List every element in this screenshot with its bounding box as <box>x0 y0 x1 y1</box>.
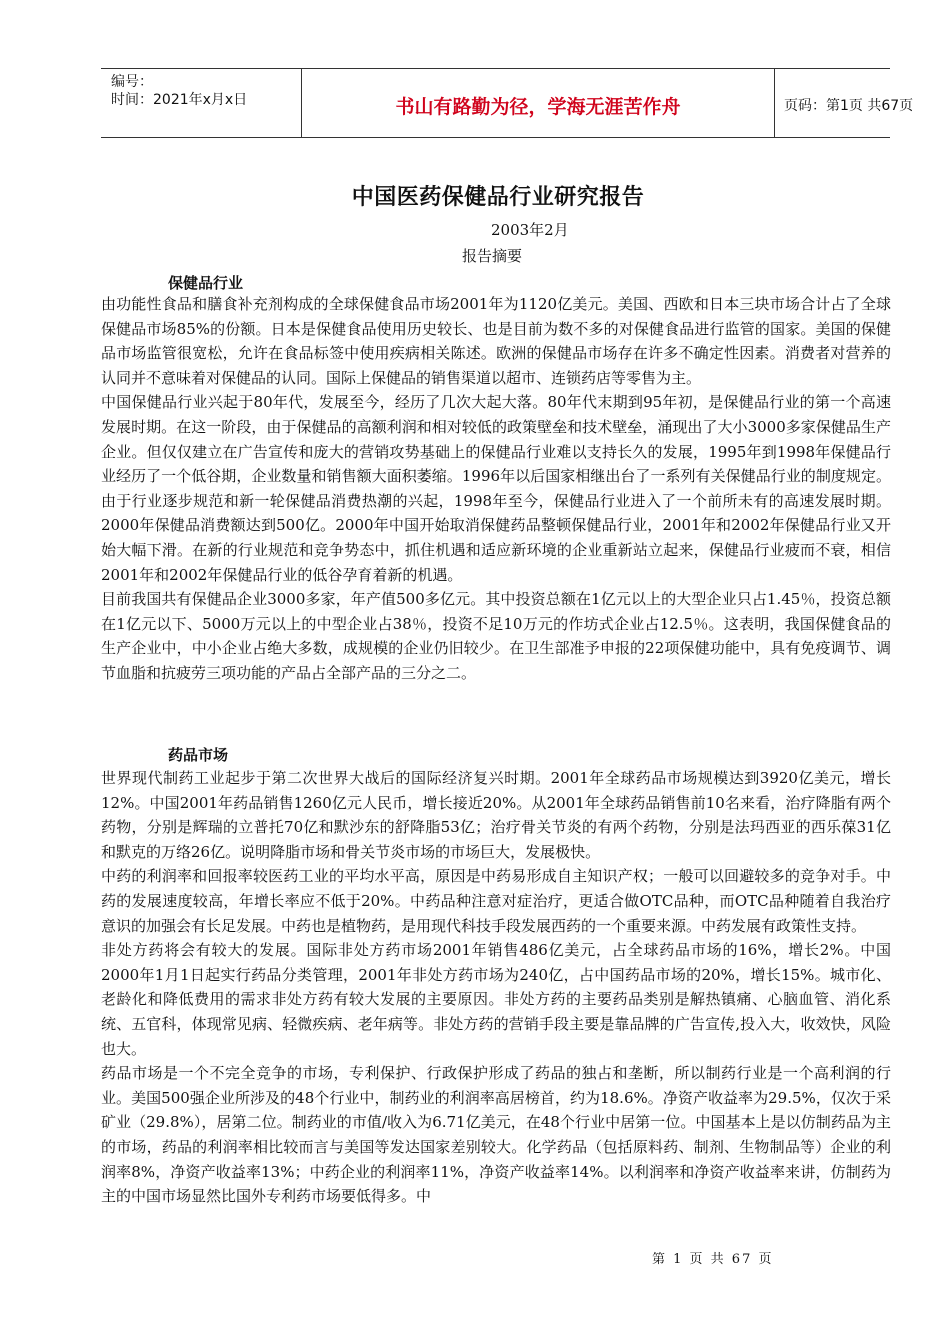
paragraph: 中国保健品行业兴起于80年代，发展至今，经历了几次大起大落。80年代末期到95年初，是保健品行业的第一个高速发展时期。在这一阶段，由于保健品的高额利润和相对较低的政策壁垒和技术壁垒，涌现出了大小3000多家保健品生产企业。但仅仅建立在广告宣传和庞大的营销攻势基础上的保健品行业难以支持长久的发展，1995年到1998年保健品行业经历了一个低谷期，企业数量和销售额大面积萎缩。1996年以后国家相继出台了一系列有关保健品行业的制度规定。由于行业逐步规范和新一轮保健品消费热潮的兴起，1998年至今，保健品行业进入了一个前所未有的高速发展时期。2000年保健品消费额达到500亿。2000年中国开始取消保健药品整顿保健品行业，2001年和2002年保健品行业又开始大幅下滑。在新的行业规范和竞争势态中，抓住机遇和适应新环境的企业重新站立起来，保健品行业疲而不衰，相信2001年和2002年保健品行业的低谷孕育着新的机遇。 <box>101 393 891 584</box>
section-heading-health-products: 保健品行业 <box>168 274 244 292</box>
document-title: 中国医药保健品行业研究报告 <box>351 185 645 210</box>
paragraph: 世界现代制药工业起步于第二次世界大战后的国际经济复兴时期。2001年全球药品市场规模达到3920亿美元，增长12%。中国2001年药品销售1260亿元人民币，增长接近20%。从2001年全球药品销售前10名来看，治疗降脂有两个药物，分别是辉瑞的立普托70亿和默沙东的舒降脂53亿；治疗骨关节炎的有两个药物，分别是法玛西亚的西乐葆31亿和默克的万络26亿。说明降脂市场和骨关节炎市场的市场巨大，发展极快。 <box>101 769 891 861</box>
paragraph: 药品市场是一个不完全竞争的市场，专利保护、行政保护形成了药品的独占和垄断，所以制药行业是一个高利润的行业。美国500强企业所涉及的48个行业中，制药业的利润率高居榜首，约为18.6%。净资产收益率为29.5%，仅次于采矿业（29.8%），居第二位。制药业的市值/收入为6.71亿美元，在48个行业中居第一位。中国基本上是以仿制药品为主的市场，药品的利润率相比较而言与美国等发达国家差别较大。化学药品（包括原料药、制剂、生物制品等）企业的利润率8%，净资产收益率13%；中药企业的利润率11%，净资产收益率14%。以利润率和净资产收益率来讲，仿制药为主的中国市场显然比国外专利药市场要低得多。中 <box>101 1064 891 1206</box>
number-label: 编号： <box>111 74 153 90</box>
motto-text: 书山有路勤为径，学海无涯苦作舟 <box>395 96 681 118</box>
page-info: 页码：第1页 共67页 <box>784 98 914 114</box>
section-body-health-products <box>101 292 891 686</box>
section-heading-drug-market: 药品市场 <box>168 746 229 764</box>
paragraph: 由功能性食品和膳食补充剂构成的全球保健食品市场2001年为1120亿美元。美国、西欧和日本三块市场合计占了全球保健品市场85%的份额。日本是保健食品使用历史较长、也是目前为数不多的对保健食品进行监管的国家。美国的保健品市场监管很宽松，允许在食品标签中使用疾病相关陈述。欧洲的保健品市场存在许多不确定性因素。消费者对营养的认同并不意味着对保健品的认同。国际上保健品的销售渠道以超市、连锁药店等零售为主。 <box>101 295 891 387</box>
abstract-label: 报告摘要 <box>462 247 523 265</box>
time-label: 时间：2021年x月x日 <box>111 92 248 108</box>
paragraph: 中药的利润率和回报率较医药工业的平均水平高，原因是中药易形成自主知识产权；一般可以回避较多的竞争对手。中药的发展速度较高，年增长率应不低于20%。中药品种注意对症治疗，更适合做OTC品种，而OTC品种随着自我治疗意识的加强会有长足发展。中药也是植物药，是用现代科技手段发展西药的一个重要来源。中药发展有政策性支持。 <box>101 867 891 935</box>
page-footer: 第 1 页 共 67 页 <box>652 1252 774 1267</box>
document-date: 2003年2月 <box>491 221 569 239</box>
section-body-drug-market <box>101 766 891 1209</box>
paragraph: 非处方药将会有较大的发展。国际非处方药市场2001年销售486亿美元，占全球药品市场的16%，增长2%。中国2000年1月1日起实行药品分类管理，2001年非处方药市场为240亿，占中国药品市场的20%，增长15%。城市化、老龄化和降低费用的需求非处方药有较大发展的主要原因。非处方药的主要药品类别是解热镇痛、心脑血管、消化系统、五官科，体现常见病、轻微疾病、老年病等。非处方药的营销手段主要是靠品牌的广告宣传,投入大，收效快，风险也大。 <box>101 941 891 1058</box>
header-meta-cell <box>101 69 301 137</box>
document-header <box>101 68 914 138</box>
header-motto-cell <box>301 69 775 137</box>
paragraph: 目前我国共有保健品企业3000多家，年产值500多亿元。其中投资总额在1亿元以上的大型企业只占1.45％，投资总额在1亿元以下、5000万元以上的中型企业占38％，投资不足10万元的作坊式企业占12.5％。这表明，我国保健食品的生产企业中，中小企业占绝大多数，成规模的企业仍旧较少。在卫生部准予申报的22项保健功能中，具有免疫调节、调节血脂和抗疲劳三项功能的产品占全部产品的三分之二。 <box>101 590 891 682</box>
header-page-cell <box>774 69 914 137</box>
